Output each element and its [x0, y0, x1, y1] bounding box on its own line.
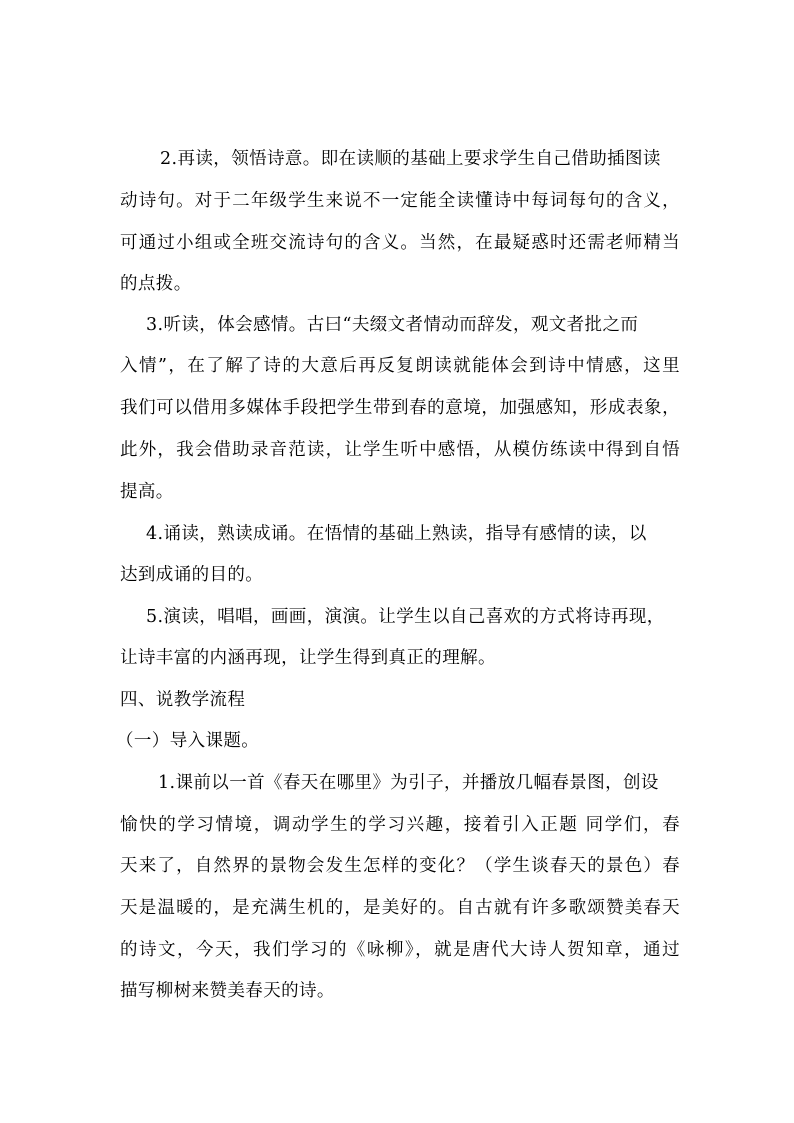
- paragraph-3-line-4: 此外，我会借助录音范读，让学生听中感悟，从模仿练读中得到自悟: [120, 440, 680, 460]
- paragraph-intro-line-6: 描写柳树来赞美春天的诗。: [120, 981, 335, 1001]
- paragraph-3-line-3: 我们可以借用多媒体手段把学生带到春的意境，加强感知，形成表象，: [120, 398, 680, 418]
- paragraph-3-line-1: 3.听读，体会感情。古曰“夫缀文者情动而辞发，观文者批之而: [146, 315, 639, 335]
- paragraph-intro-line-3: 天来了，自然界的景物会发生怎样的变化？（学生谈春天的景色）春: [120, 856, 680, 876]
- paragraph-intro-line-4: 天是温暖的，是充满生机的，是美好的。自古就有许多歌颂赞美春天: [120, 898, 680, 918]
- paragraph-2-line-4: 的点拨。: [120, 274, 192, 294]
- paragraph-3-line-5: 提高。: [120, 482, 174, 502]
- paragraph-5-line-1: 5.演读，唱唱，画画，演演。让学生以自己喜欢的方式将诗再现，: [146, 607, 665, 627]
- paragraph-intro-line-5: 的诗文，今天，我们学习的《咏柳》，就是唐代大诗人贺知章，通过: [120, 940, 680, 960]
- paragraph-intro-line-1: 1.课前以一首《春天在哪里》为引子，并播放几幅春景图，创设: [158, 773, 659, 793]
- paragraph-intro-line-2: 愉快的学习情境，调动学生的学习兴趣，接着引入正题 同学们，春: [120, 815, 680, 835]
- paragraph-5-line-2: 让诗丰富的内涵再现，让学生得到真正的理解。: [120, 648, 496, 668]
- paragraph-2-line-2: 动诗句。对于二年级学生来说不一定能全读懂诗中每词每句的含义，: [120, 191, 680, 211]
- paragraph-4-line-1: 4.诵读，熟读成诵。在悟情的基础上熟读，指导有感情的读，以: [146, 524, 647, 544]
- paragraph-2-line-1: 2.再读，领悟诗意。即在读顺的基础上要求学生自己借助插图读: [160, 149, 661, 169]
- subsection-heading-introduction: （一）导入课题。: [116, 731, 260, 751]
- paragraph-2-line-3: 可通过小组或全班交流诗句的含义。当然，在最疑惑时还需老师精当: [120, 233, 680, 253]
- section-heading-teaching-process: 四、说教学流程: [120, 690, 246, 710]
- paragraph-4-line-2: 达到成诵的目的。: [120, 565, 264, 585]
- paragraph-3-line-2: 入情”，在了解了诗的大意后再反复朗读就能体会到诗中情感，这里: [120, 356, 680, 376]
